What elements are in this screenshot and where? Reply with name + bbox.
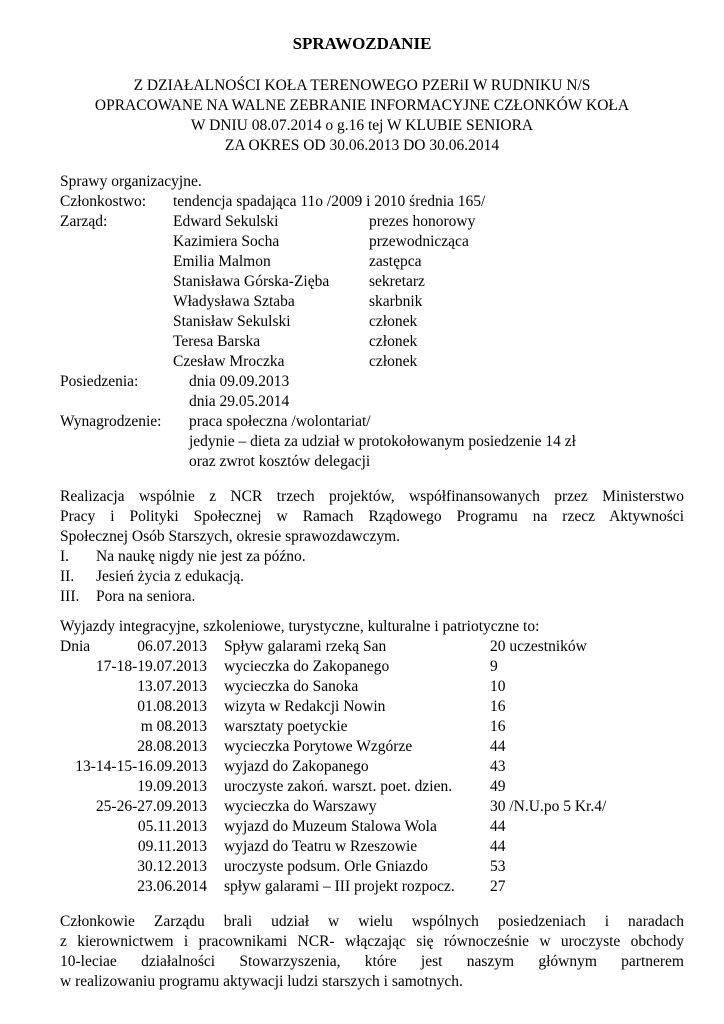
closing-line: 10-leciae działalności Stowarzyszenia, które jest naszym głównym partnerem xyxy=(60,953,684,970)
trip-description: wizyta w Redakcji Nowin xyxy=(224,698,386,715)
trip-date: 25-26-27.09.2013 xyxy=(95,798,207,815)
closing-line: Członkowie Zarządu brali udział w wielu wspólnych posiedzeniach i naradach xyxy=(60,913,684,930)
board-member-role: członek xyxy=(369,353,418,370)
trip-date: 17-18-19.07.2013 xyxy=(95,658,207,675)
pay-line: jedynie – dieta za udział w protokołowanym posiedzenie 14 zł xyxy=(189,433,576,450)
meeting-date: dnia 29.05.2014 xyxy=(189,393,290,410)
trip-description: Spływ galarami rzeką San xyxy=(224,638,387,655)
projects-intro-line: Pracy i Polityki Społecznej w Ramach Rządowego Programu na rzecz Aktywności xyxy=(60,508,684,525)
trip-date: 13-14-15-16.09.2013 xyxy=(75,758,207,775)
board-member-role: prezes honorowy xyxy=(369,213,476,230)
board-member-name: Stanisława Górska-Zięba xyxy=(173,273,330,290)
trip-participants: 20 uczestników xyxy=(490,638,587,655)
membership-label: Członkostwo: xyxy=(60,193,147,210)
trip-participants: 9 xyxy=(490,658,498,675)
trip-description: wycieczka do Warszawy xyxy=(224,798,377,815)
board-member-name: Edward Sekulski xyxy=(173,213,279,230)
pay-label: Wynagrodzenie: xyxy=(60,413,162,430)
trip-date: 28.08.2013 xyxy=(137,738,207,755)
trip-participants: 16 xyxy=(490,718,506,735)
trip-participants: 27 xyxy=(490,878,506,895)
document-title: SPRAWOZDANIE xyxy=(292,34,432,53)
trip-date: 06.07.2013 xyxy=(137,638,207,655)
trip-date: 05.11.2013 xyxy=(137,818,207,835)
trip-description: uroczyste zakoń. warszt. poet. dzien. xyxy=(224,778,453,795)
trips-heading: Wyjazdy integracyjne, szkoleniowe, turystyczne, kulturalne i patriotyczne to: xyxy=(60,618,540,635)
board-member-role: sekretarz xyxy=(369,273,425,290)
trip-date: 13.07.2013 xyxy=(137,678,207,695)
project-title: Pora na seniora. xyxy=(96,588,196,605)
trip-participants: 43 xyxy=(490,758,506,775)
trip-date: 23.06.2014 xyxy=(137,878,207,895)
membership-text: tendencja spadająca 11o /2009 i 2010 średnia 165/ xyxy=(173,193,486,210)
closing-line: w realizowaniu programu aktywacji ludzi starszych i samotnych. xyxy=(60,973,463,990)
board-member-name: Stanisław Sekulski xyxy=(173,313,291,330)
board-member-role: skarbnik xyxy=(369,293,423,310)
pay-line: oraz zwrot kosztów delegacji xyxy=(189,453,371,470)
trip-participants: 53 xyxy=(490,858,506,875)
closing-line: z kierownictwem i pracownikami NCR- włączając się równocześnie w uroczyste obchody xyxy=(60,933,684,950)
trip-description: wyjazd do Teatru w Rzeszowie xyxy=(224,838,418,855)
trip-participants: 49 xyxy=(490,778,506,795)
trips-dnia-label: Dnia xyxy=(60,638,91,655)
trip-description: wycieczka do Sanoka xyxy=(224,678,359,695)
trip-participants: 30 /N.U.po 5 Kr.4/ xyxy=(490,798,607,815)
trip-date: 19.09.2013 xyxy=(137,778,207,795)
project-number: III. xyxy=(60,588,80,605)
trip-participants: 16 xyxy=(490,698,506,715)
board-member-role: członek xyxy=(369,313,418,330)
trip-description: wyjazd do Zakopanego xyxy=(224,758,369,775)
board-member-name: Teresa Barska xyxy=(173,333,261,350)
board-member-name: Emilia Malmon xyxy=(173,253,271,270)
subtitle-line: OPRACOWANE NA WALNE ZEBRANIE INFORMACYJNE CZŁONKÓW KOŁA xyxy=(94,97,630,114)
trip-date: m 08.2013 xyxy=(140,718,207,735)
trip-participants: 44 xyxy=(490,738,506,755)
trip-description: wycieczka do Zakopanego xyxy=(224,658,390,675)
trip-participants: 44 xyxy=(490,818,506,835)
trip-date: 09.11.2013 xyxy=(137,838,207,855)
trip-participants: 10 xyxy=(490,678,506,695)
trip-date: 30.12.2013 xyxy=(137,858,207,875)
board-member-name: Czesław Mroczka xyxy=(173,353,285,370)
meeting-date: dnia 09.09.2013 xyxy=(189,373,290,390)
section-heading-org: Sprawy organizacyjne. xyxy=(60,173,202,190)
project-number: II. xyxy=(60,568,75,585)
trip-participants: 44 xyxy=(490,838,506,855)
trip-description: wyjazd do Muzeum Stalowa Wola xyxy=(224,818,437,835)
board-member-role: członek xyxy=(369,333,418,350)
projects-intro-line: Realizacja wspólnie z NCR trzech projektów, współfinansowanych przez Ministerstwo xyxy=(60,488,684,505)
subtitle-line: ZA OKRES OD 30.06.2013 DO 30.06.2014 xyxy=(224,137,500,154)
projects-intro-line: Społecznej Osób Starszych, okresie sprawozdawczym. xyxy=(60,528,401,545)
meetings-label: Posiedzenia: xyxy=(60,373,139,390)
board-member-name: Władysława Sztaba xyxy=(173,293,295,310)
subtitle-line: Z DZIAŁALNOŚCI KOŁA TERENOWEGO PZERiI W RUDNIKU N/S xyxy=(133,77,591,94)
board-member-name: Kazimiera Socha xyxy=(173,233,280,250)
trip-date: 01.08.2013 xyxy=(137,698,207,715)
trip-description: spływ galarami – III projekt rozpocz. xyxy=(224,878,455,895)
trip-description: warsztaty poetyckie xyxy=(224,718,348,735)
project-title: Na naukę nigdy nie jest za późno. xyxy=(96,548,306,565)
project-title: Jesień życia z edukacją. xyxy=(96,568,245,585)
board-member-role: zastępca xyxy=(369,253,422,270)
board-label: Zarząd: xyxy=(60,213,108,230)
trip-description: uroczyste podsum. Orle Gniazdo xyxy=(224,858,429,875)
board-member-role: przewodnicząca xyxy=(369,233,469,250)
project-number: I. xyxy=(60,548,70,565)
subtitle-line: W DNIU 08.07.2014 o g.16 tej W KLUBIE SENIORA xyxy=(190,117,534,134)
trip-description: wycieczka Porytowe Wzgórze xyxy=(224,738,413,755)
pay-line: praca społeczna /wolontariat/ xyxy=(189,413,371,430)
